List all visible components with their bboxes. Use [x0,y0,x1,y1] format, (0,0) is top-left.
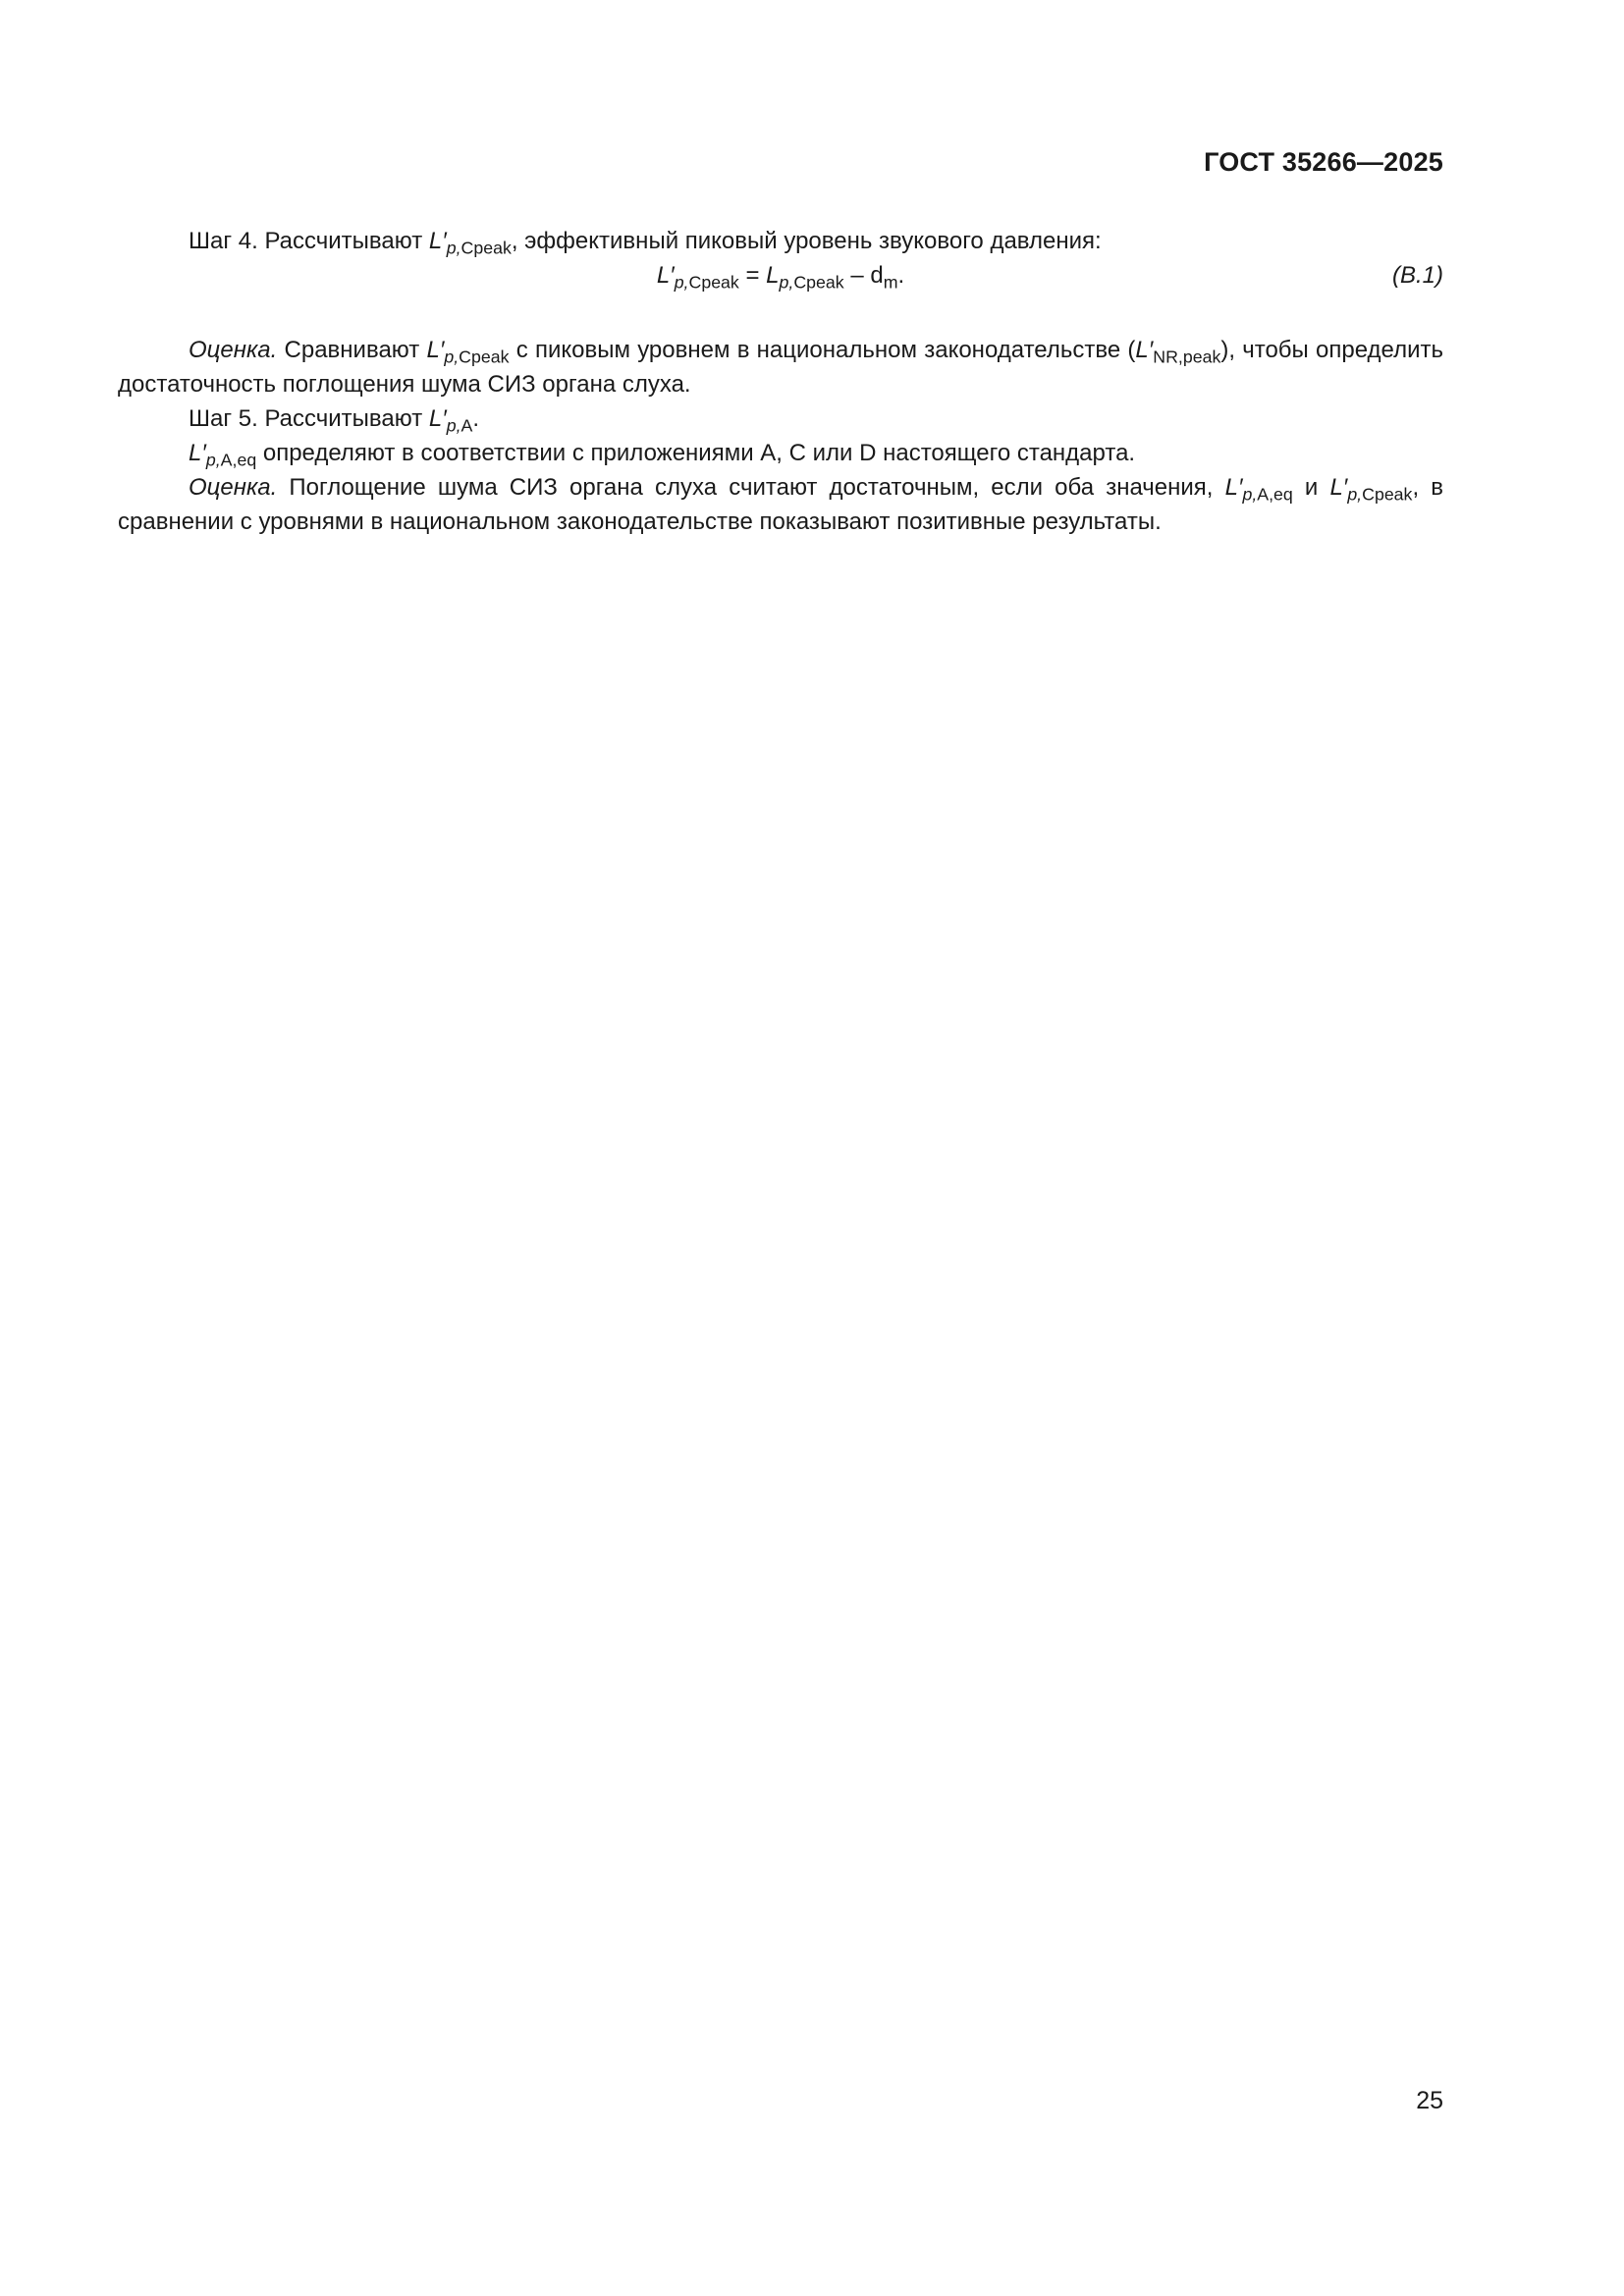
step4-paragraph [118,224,1443,258]
page-number: 25 [1416,2087,1443,2114]
step4-tail: , эффективный пиковый уровень звукового давления: [511,228,1102,254]
page-body [118,224,1443,539]
document-code: ГОСТ 35266—2025 [1204,147,1443,177]
aeq-paragraph: $L'_{p,A,eq}$ определяют в соответствии с приложениями A, C или D настоящего стандарта. [189,440,1136,470]
evaluation1-paragraph: Оценка. Сравнивают $L'_{p,Cpeak}$ с пиковым уровнем в национальном законодательстве $(L'_{NR,peak})$, чтобы определить достаточность поглощения шума СИЗ органа слуха. [118,337,1444,399]
step5-paragraph: Шаг 5. Рассчитывают $L'_{p,A}$. [189,405,480,436]
evaluation2-paragraph: Оценка. Поглощение шума СИЗ органа слуха считают достаточным, если оба значения, $L'_{p,A,eq}$ и $L'_{p,Cpeak}$, в сравнении с уровнями в национальном законодательстве показывают позитивные результаты. [118,474,1443,536]
step4-lead: Шаг 4. Рассчитывают [189,228,429,254]
symbol-subscript: p,Cpeak [446,238,512,258]
formula-b1 [118,258,1443,315]
evaluation-label: Оценка. [189,337,278,364]
formula-expression: $L'_{p,Cpeak} = L_{p,Cpeak} - d_m$. [656,262,905,293]
symbol-L: L′ [428,228,447,254]
evaluation-label: Оценка. [189,474,278,502]
formula-number: (B.1) [1391,262,1443,290]
